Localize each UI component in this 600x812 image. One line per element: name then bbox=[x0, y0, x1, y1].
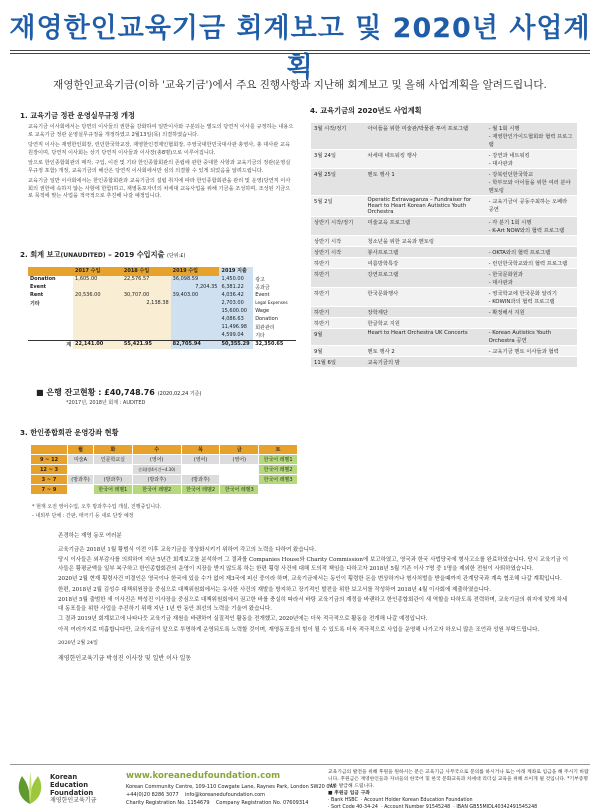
footer-rule bbox=[10, 764, 590, 765]
finance-total-cell: 22,141.00 bbox=[73, 341, 122, 350]
finance-cell: 7,204.35 bbox=[171, 284, 220, 292]
plan-event: 한글학교 지원 bbox=[365, 318, 486, 329]
finance-total-cell: 32,350.65 bbox=[253, 341, 296, 350]
plan-row bbox=[311, 329, 577, 346]
plan-event: 차세대 네트워킹 행사 bbox=[365, 150, 486, 169]
sort-code: · Sort Code 40-34-24 bbox=[328, 804, 378, 810]
donation-appeal-note: *기부증명서를 발급해 드립니다. bbox=[328, 776, 589, 789]
schedule-day: 금 bbox=[220, 445, 259, 455]
finance-col-header: 2019 지출 bbox=[219, 267, 253, 276]
plan-event: 교육기금의 밤 bbox=[365, 357, 486, 368]
schedule-time: 12 ~ 3 bbox=[31, 465, 68, 475]
section3-heading: 3. 한인종합회관 운영강좌 현황 bbox=[20, 428, 119, 437]
plan-detail bbox=[486, 318, 577, 329]
bank-line bbox=[328, 798, 590, 805]
finance-col-header bbox=[28, 267, 73, 276]
finance-cell: 1,605.00 bbox=[73, 276, 122, 284]
plan-event: 장학제단 bbox=[365, 307, 486, 318]
account-number: · Account Number 91545248 bbox=[381, 804, 451, 810]
bank-balance-label: 은행 잔고현황 : £40,748.76 bbox=[46, 388, 155, 397]
letter-para: 2020년 2월 현재 횡령사건 미결인은 영국이나 한국에 있을 수가 없어 제3국에 피신 중이라 하며, 교육기금에서는 동인이 횡령한 돈을 변상하거나 형사처벌을 받을때까지 관계당국과 계속 협조해 나갈 계획입니다. bbox=[58, 576, 562, 583]
schedule-cell: 한국어 레벨2 bbox=[132, 485, 181, 495]
plan-table bbox=[311, 123, 577, 368]
plan-date: 3월 24일 bbox=[311, 150, 365, 169]
registration-line bbox=[126, 800, 336, 808]
plan-row bbox=[311, 196, 577, 217]
finance-row bbox=[28, 284, 296, 292]
finance-cell bbox=[73, 332, 122, 341]
plan-event: 미술교육 프로그램 bbox=[365, 217, 486, 236]
plan-date: 11월 6일 bbox=[311, 357, 365, 368]
email-link[interactable]: info@koreanedufoundation.com bbox=[184, 791, 266, 798]
plan-row bbox=[311, 150, 577, 169]
section1-para: 교육기금 이사회에서는 당면의 이사들의 권한을 강화하여 일반이사와 구분되는 별도의 당연직 이사를 규정하는 내용으로 교육기금 정관 운영실무규정을 개정하였고 2월13일(목) 의결하였습니다. bbox=[28, 124, 294, 138]
section2-unit: (단위:£) bbox=[167, 253, 186, 259]
finance-cell bbox=[122, 284, 171, 292]
schedule-cell: 한국어 레벨3 bbox=[220, 485, 259, 495]
org-name-kr: 재영한인교육기금 bbox=[50, 797, 97, 805]
finance-cell: 22,576.57 bbox=[122, 276, 171, 284]
finance-total-cell: 50,355.29 bbox=[219, 341, 253, 350]
section1-heading: 1. 교육기금 정관 운영실무규정 개정 bbox=[20, 111, 135, 120]
schedule-cell bbox=[181, 465, 220, 475]
finance-col-header: 2018 수입 bbox=[122, 267, 171, 276]
section1-body bbox=[28, 124, 294, 204]
org-name-line: Foundation bbox=[50, 789, 94, 798]
finance-col-header: 2019 수입 bbox=[171, 267, 220, 276]
audit-note: *2017년, 2018년 회계 : AUDITED bbox=[66, 400, 146, 406]
plan-row bbox=[311, 307, 577, 318]
letter-para: 2018년 5월 출범한 새 이사진은 박성진 이사장을 중심으로 대책위원회에서 권고한 바를 충실히 따라서 바탕 교육기금의 재정을 바랜하고 한인종합회관이 새 역할을 다하도록 전력하며, 교육기금의 취지에 맞게 차세대 동포들을 위한 사업을 추진하기 위해 지난 1년 반 동안 최선의 노력을 기울여 왔습니다. bbox=[58, 597, 568, 612]
finance-cell bbox=[28, 316, 73, 324]
finance-cell: Donation bbox=[255, 316, 278, 322]
finance-cell bbox=[28, 324, 73, 332]
letter-para: 당시 이사들은 외부감사를 의뢰하여 지난 5년간 회계보고를 분석하여 그 결과를 Companies House와 Charity Commission에 보고하였고, 영국과 한국 사법당국에 형사고소를 완료하였습니다. 당시 교육기금 이사들은 황평균액을 일부 복구하고 한인종합회관의 운영이 지장을 받지 않도록 하는 한편 횡령 사건에 대해 도의적 책임을 다하고자 2018년 5월 기존 이사 7명 중 1명을 제외한 전원이 사퇴하였습니다. bbox=[58, 557, 569, 572]
plan-date: 하반기 bbox=[311, 318, 365, 329]
plan-event: 아이들을 위한 미술관/박물관 투어 프로그램 bbox=[365, 123, 486, 150]
finance-cell: Legal Expenses bbox=[255, 300, 288, 305]
letter-para: 교육기금은 2018년 1월 황범식 이전 이후 교육기금을 정상화시키기 위하여 각고의 노력을 다하여 왔습니다. bbox=[58, 546, 317, 553]
plan-detail: - 월 1회 시행 - 재영한인가이드협회와 협력 프로그램 bbox=[486, 123, 577, 150]
finance-cell: 4,086.63 bbox=[219, 316, 253, 324]
finance-row bbox=[28, 308, 296, 316]
plan-event: Heart to Heart Orchestra UK Concerts bbox=[365, 329, 486, 346]
finance-cell: 39,403.00 bbox=[171, 292, 220, 300]
schedule-cell: (방과후) bbox=[132, 475, 181, 485]
plan-row bbox=[311, 269, 577, 288]
schedule-cell: 한국어 레벨1 bbox=[94, 485, 133, 495]
section1-para: 교육기금 일반 이사회에서는 한인종합회관과 교육기금의 설립 취지에 따라 한인종합회관을 관리 및 운영(당연직 이사회의 권한에 속하지 않는 사항에 한함)하고, 재영동포자녀의 차세대 교육사업을 위해 기금을 조성하며, 조성된 기금으로 목적에 맞는 사업을 적극적으로 추진해 나갈 예정입니다. bbox=[28, 178, 291, 200]
finance-cell bbox=[73, 324, 122, 332]
section2-heading-tag: (UNAUDITED) bbox=[60, 252, 106, 259]
schedule-cell bbox=[220, 465, 259, 475]
phone-email-line bbox=[126, 792, 336, 800]
plan-date: 하반기 bbox=[311, 288, 365, 307]
letter-para: 그 결과 2019년 회계보고에 나타나듯 교육기금 재원을 바랜하여 실질적인 활동을 전개했고, 2020년에는 더욱 적극적으로 활동을 전개해 나갈 예정입니다. bbox=[58, 616, 428, 623]
finance-row bbox=[28, 292, 296, 300]
section2-heading bbox=[20, 250, 185, 260]
schedule-time: 7 ~ 9 bbox=[31, 485, 68, 495]
finance-row bbox=[28, 332, 296, 341]
finance-table bbox=[28, 267, 296, 349]
section4-heading: 4. 교육기금의 2020년도 사업계획 bbox=[310, 106, 422, 115]
finance-cell: 2,138.38 bbox=[122, 300, 171, 308]
finance-cell bbox=[171, 332, 220, 341]
address: Korean Community Centre, 109-110 Cowgate Lane, Raynes Park, London SW20 0AY bbox=[126, 784, 336, 790]
plan-event: 강연프로그램 bbox=[365, 269, 486, 288]
plan-date: 하반기 bbox=[311, 269, 365, 288]
finance-cell: 4,036.42 bbox=[219, 292, 253, 300]
finance-cell: Event bbox=[255, 292, 270, 298]
company-reg: Company Registration No. 07609314 bbox=[215, 799, 309, 806]
schedule-cell: (방과후) bbox=[181, 475, 220, 485]
website-link[interactable]: www.koreanedufoundation.com bbox=[126, 771, 281, 781]
schedule-cell: 미술A bbox=[68, 455, 94, 465]
schedule-header-row bbox=[31, 445, 298, 455]
page-subtitle: 재영한인교육기금(이하 '교육기금')에서 주요 진행사항과 지난해 회계보고 및 올해 사업계획을 알려드립니다. bbox=[53, 79, 547, 91]
donation-box bbox=[328, 770, 590, 810]
finance-cell: 20,536.00 bbox=[73, 292, 122, 300]
finance-total-cell: 82,705.94 bbox=[171, 341, 220, 350]
bank-balance-date: (2020,02,24 기준) bbox=[157, 391, 202, 397]
finance-cell: 4,599.04 bbox=[219, 332, 253, 341]
plan-date: 4월 25일 bbox=[311, 169, 365, 196]
plan-date: 상반기 시작 bbox=[311, 247, 365, 258]
plan-detail: - 강연과 네트워킹 - 대사관과 bbox=[486, 150, 577, 169]
schedule-cell: 한국어 레벨2 bbox=[181, 485, 220, 495]
plan-event: 멘토 행사 2 bbox=[365, 346, 486, 357]
finance-col-header: 2017 수입 bbox=[73, 267, 122, 276]
finance-row bbox=[28, 300, 296, 308]
finance-cell bbox=[122, 308, 171, 316]
schedule-day: 월 bbox=[68, 445, 94, 455]
donation-appeal bbox=[328, 770, 590, 791]
plan-event: 한국문화행사 bbox=[365, 288, 486, 307]
plan-event: Operatic Extravaganza – Fundraiser for Heart to Heart Korean Autistics Youth Orchestra bbox=[365, 196, 486, 217]
schedule-cell bbox=[94, 465, 133, 475]
schedule-cell: (방과후) bbox=[94, 475, 133, 485]
plan-detail: - 강북런던한국학교 - 학부모와 아이들을 위한 여러 분야 멘토링 bbox=[486, 169, 577, 196]
schedule-row bbox=[31, 465, 298, 475]
title-rule-bottom bbox=[10, 53, 590, 54]
finance-cell bbox=[171, 324, 220, 332]
plan-detail: - OKTA와의 협력 프로그램 bbox=[486, 247, 577, 258]
schedule-cell: (영어) bbox=[220, 455, 259, 465]
plan-date: 하반기 bbox=[311, 258, 365, 269]
finance-cell bbox=[73, 308, 122, 316]
finance-cell bbox=[171, 308, 220, 316]
plan-detail bbox=[486, 357, 577, 368]
letter-date: 2020년 2월 24일 bbox=[58, 640, 98, 647]
bank-heading: ■ 후원금 입금 구좌 bbox=[328, 790, 370, 796]
schedule-cell bbox=[259, 485, 298, 495]
finance-cell bbox=[28, 332, 73, 341]
finance-cell bbox=[28, 308, 73, 316]
plan-event: 멘토 행사 1 bbox=[365, 169, 486, 196]
schedule-day: 수 bbox=[132, 445, 181, 455]
schedule-time: 3 ~ 7 bbox=[31, 475, 68, 485]
finance-cell: 11,496.98 bbox=[219, 324, 253, 332]
plan-date: 3월 시작/정기 bbox=[311, 123, 365, 150]
finance-cell: 1,450.00 bbox=[219, 276, 253, 284]
plan-date: 5월 2일 bbox=[311, 196, 365, 217]
schedule-cell: 한국어 레벨2 bbox=[259, 465, 298, 475]
finance-cell: Rent bbox=[30, 292, 44, 298]
plan-detail: - 확정해서 지원 bbox=[486, 307, 577, 318]
plan-date: 상반기 시작 bbox=[311, 236, 365, 247]
section1-para: 당연직 이사는 재영한인회장, 런던한국학교장, 재영한인경제인협회장, 주영국대한민국대사관 총영사, 총 대사관 교육원장이며, 당연직 이사회는 상기 당연직 이사들과 이사장(총8명)으로 이루어집니다. bbox=[28, 142, 290, 156]
finance-cell: 공과금 bbox=[255, 285, 270, 291]
finance-cell: 36,098.59 bbox=[171, 276, 220, 284]
plan-row bbox=[311, 288, 577, 307]
finance-col-header bbox=[253, 267, 296, 276]
schedule-day: 목 bbox=[181, 445, 220, 455]
plan-detail: - 한국문화원과 - 대사관과 bbox=[486, 269, 577, 288]
iban: · IBAN GB55MIDL40342491545248 bbox=[453, 804, 538, 810]
finance-cell bbox=[73, 300, 122, 308]
plan-row bbox=[311, 258, 577, 269]
finance-cell: 30,707.00 bbox=[122, 292, 171, 300]
org-name-line: Korean bbox=[50, 773, 78, 781]
plan-row bbox=[311, 217, 577, 236]
finance-cell: 광고 bbox=[255, 277, 265, 283]
phone: +44(0)20 8286 3077 bbox=[126, 791, 179, 798]
schedule-row bbox=[31, 485, 298, 495]
schedule-time: 9 ~ 12 bbox=[31, 455, 68, 465]
finance-cell: 기타 bbox=[255, 333, 265, 339]
schedule-day: 화 bbox=[94, 445, 133, 455]
bank-line bbox=[328, 805, 590, 812]
schedule-table bbox=[30, 444, 298, 495]
schedule-cell bbox=[220, 475, 259, 485]
schedule-note: - 내외부 단체 : 간판, 태극기 등 새로 단장 예정 bbox=[32, 513, 134, 519]
schedule-cell: (영어) bbox=[132, 455, 181, 465]
page-title: 재영한인교육기금 회계보고 및 2020년 사업계획 bbox=[9, 13, 591, 83]
finance-cell: 회관관리 bbox=[255, 325, 275, 331]
finance-total-cell: 계 bbox=[28, 341, 73, 350]
plan-date: 9월 bbox=[311, 329, 365, 346]
schedule-note: * 현재 오전 영어수업, 오후 방과후수업 개설, 진행중입니다. bbox=[32, 504, 162, 510]
plan-detail: - 영국학교에 한국문화 알리기 - KOWIN과의 협력 프로그램 bbox=[486, 288, 577, 307]
plan-row bbox=[311, 346, 577, 357]
plan-date: 9월 bbox=[311, 346, 365, 357]
finance-row bbox=[28, 324, 296, 332]
schedule-row bbox=[31, 475, 298, 485]
letter bbox=[58, 532, 570, 665]
finance-cell bbox=[73, 316, 122, 324]
schedule-cell: (방과후) bbox=[68, 475, 94, 485]
section2-heading-rest: – 2019 수입지출 bbox=[105, 250, 165, 259]
schedule-cell bbox=[68, 465, 94, 475]
plan-date: 상반기 시작/정기 bbox=[311, 217, 365, 236]
finance-total-row bbox=[28, 341, 296, 350]
finance-cell bbox=[171, 316, 220, 324]
plan-detail: - 각 분기 1회 시행 - K-Art NOW와의 협력 프로그램 bbox=[486, 217, 577, 236]
schedule-day: 토 bbox=[259, 445, 298, 455]
schedule-cell: (영어) bbox=[181, 455, 220, 465]
finance-cell: 6,381.22 bbox=[219, 284, 253, 292]
plan-row bbox=[311, 169, 577, 196]
schedule-corner bbox=[31, 445, 68, 455]
finance-cell: 기타 bbox=[30, 301, 40, 307]
plan-event: 봉사프로그램 bbox=[365, 247, 486, 258]
org-name-line: Education bbox=[50, 781, 89, 790]
charity-reg: Charity Registration No. 1154679 bbox=[126, 799, 210, 806]
plan-row bbox=[311, 357, 577, 368]
finance-row bbox=[28, 276, 296, 284]
finance-header-row bbox=[28, 267, 296, 276]
section1-para: 앞으로 한인종합회관의 매각, 구입, 이전 및 기타 한인종합회관의 존립에 관한 중대한 사항과 교육기금의 정관(운영실무규정 포함) 개정, 교육기금의 해산은 당연직 이사회에서만 심의 의결할 수 있게 되었음을 알려드립니다. bbox=[28, 160, 291, 174]
plan-row bbox=[311, 247, 577, 258]
letter-para: 한편, 2018년 2월 김성수 대책위원장을 중심으로 대책위원회에서는 유사한 사건의 재발을 방지하고 장기적인 발전을 위한 보고서를 작성하여 2018년 4월 이사회에 제출하였습니다. bbox=[58, 586, 491, 593]
schedule-cell: 한국어 레벨3 bbox=[259, 475, 298, 485]
plan-detail: - Korean Autistics Youth Orchestra 공연 bbox=[486, 329, 577, 346]
plan-event: 청소년을 위한 교육과 멘토링 bbox=[365, 236, 486, 247]
letter-signature: 재영한인교육기금 박성진 이사장 및 일반 이사 일동 bbox=[58, 654, 192, 662]
donation-appeal-text: 교육기금의 발전을 위해 후원을 원하시는 분은 교육기금 사무국으로 문의를 하시거나 또는 아래 계좌로 입금을 해 주시기 바랍니다. 후원금은 재영한인들과 자녀들의 한국어 및 한국 문화교육과 차세대 리더십 교육을 위해 쓰이게 될 것입니다. bbox=[328, 770, 589, 782]
schedule-cell: 순회(방4시간~4.30) bbox=[132, 465, 181, 475]
finance-cell bbox=[122, 324, 171, 332]
finance-total-cell: 55,421.95 bbox=[122, 341, 171, 350]
finance-cell: Wage bbox=[255, 308, 270, 314]
finance-cell: Event bbox=[30, 284, 47, 290]
plan-row bbox=[311, 318, 577, 329]
bullet-icon: ■ bbox=[36, 388, 47, 397]
plan-row bbox=[311, 236, 577, 247]
bank-name: · Bank HSBC bbox=[328, 797, 358, 803]
plan-detail: - 교육기금이 공동주최하는 오페라 공연 bbox=[486, 196, 577, 217]
finance-cell: 15,600.00 bbox=[219, 308, 253, 316]
finance-row bbox=[28, 316, 296, 324]
plan-date: 하반기 bbox=[311, 307, 365, 318]
finance-cell bbox=[122, 316, 171, 324]
finance-cell: Donation bbox=[30, 276, 56, 282]
finance-cell bbox=[122, 332, 171, 341]
finance-cell bbox=[73, 284, 122, 292]
plan-detail: - 교육기금 멘토 이사들과 협력 bbox=[486, 346, 577, 357]
schedule-cell bbox=[68, 485, 94, 495]
contact-info bbox=[126, 784, 336, 807]
finance-cell bbox=[171, 300, 220, 308]
account-holder: · Account Holder Korean Education Foundation bbox=[360, 797, 473, 803]
section2-heading-main: 2. 회계 보고 bbox=[20, 250, 61, 259]
plan-event: 여름방학특강 bbox=[365, 258, 486, 269]
title-rule-top bbox=[10, 50, 590, 51]
schedule-cell: 인문학교실 bbox=[94, 455, 133, 465]
letter-greeting: 존경하는 재영 동포 여러분 bbox=[58, 533, 122, 539]
finance-cell: 2,703.00 bbox=[219, 300, 253, 308]
schedule-row bbox=[31, 455, 298, 465]
org-name bbox=[50, 773, 96, 804]
letter-para: 아직 여러가지로 미흡합니다만, 교육기금이 앞으로 투명하게 운영되도록 노력할 것이며, 재영동포들의 힘이 될 수 있도록 더욱 적극적으로 사업을 운영해 나가고자 하오니 많은 조언과 성원 부탁드립니다. bbox=[58, 626, 540, 633]
leaf-logo-icon bbox=[12, 770, 48, 806]
bank-balance bbox=[36, 387, 201, 398]
plan-row bbox=[311, 123, 577, 150]
plan-detail bbox=[486, 236, 577, 247]
schedule-cell: 한국어 레벨1 bbox=[259, 455, 298, 465]
plan-detail: - 런던한국학교와의 협력 프로그램 bbox=[486, 258, 577, 269]
